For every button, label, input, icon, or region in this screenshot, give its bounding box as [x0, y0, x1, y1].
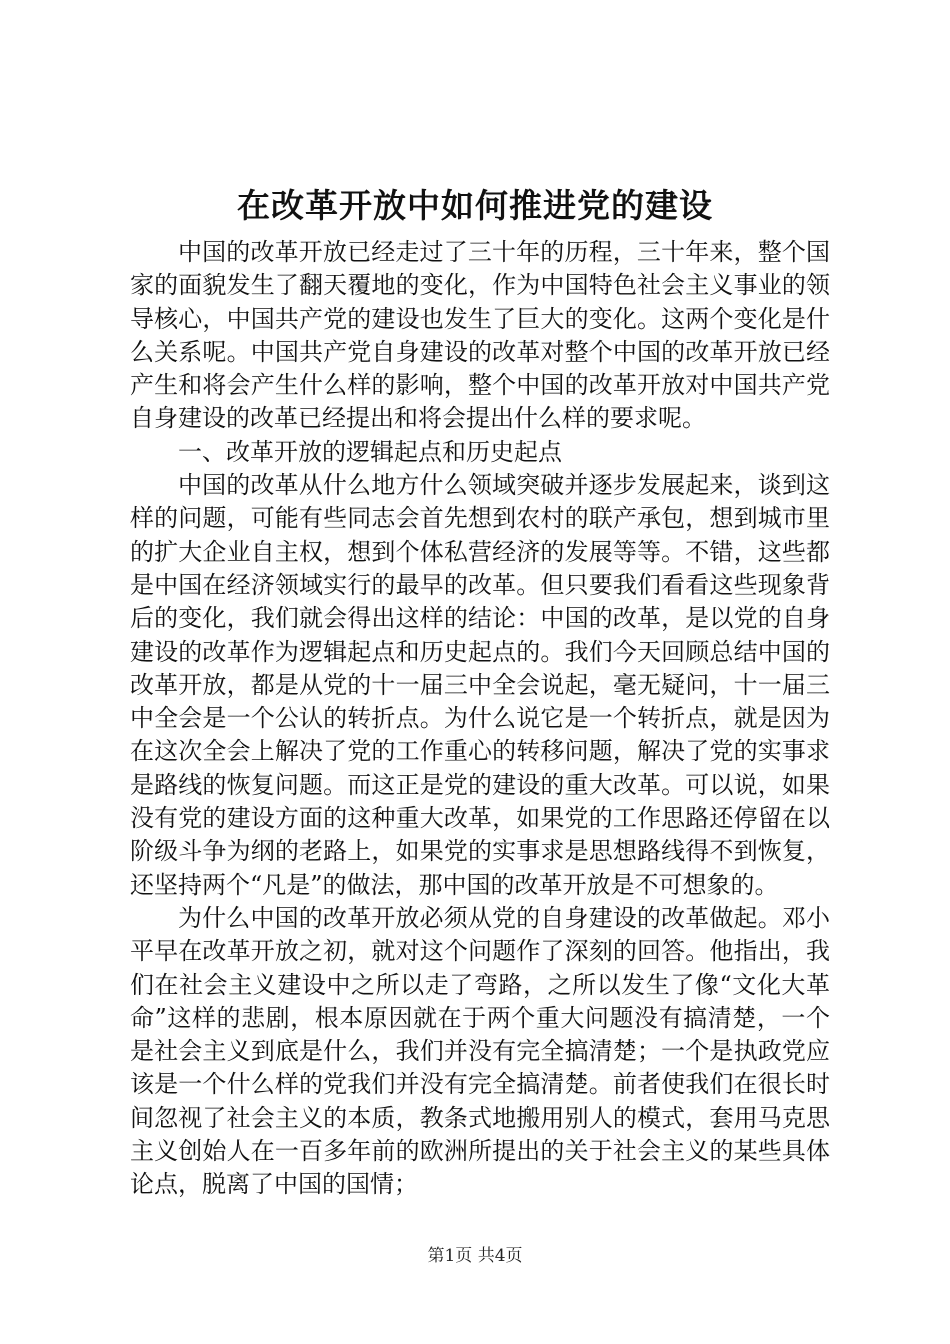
- paragraph-why-party-reform: 为什么中国的改革开放必须从党的自身建设的改革做起。邓小平早在改革开放之初，就对这个问题作了深刻的回答。他指出，我们在社会主义建设中之所以走了弯路，之所以发生了像“文化大革命”这样的悲剧，根本原因就在于两个重大问题没有搞清楚，一个是社会主义到底是什么，我们并没有完全搞清楚；一个是执政党应该是一个什么样的党我们并没有完全搞清楚。前者使我们在很长时间忽视了社会主义的本质，教条式地搬用别人的模式，套用马克思主义创始人在一百多年前的欧洲所提出的关于社会主义的某些具体论点，脱离了中国的国情；: [130, 903, 830, 1199]
- paragraph-logic-origin: 中国的改革从什么地方什么领域突破并逐步发展起来，谈到这样的问题，可能有些同志会首先想到农村的联产承包，想到城市里的扩大企业自主权，想到个体私营经济的发展等等。不错，这些都是中国在经济领域实行的最早的改革。但只要我们看看这些现象背后的变化，我们就会得出这样的结论：中国的改革，是以党的自身建设的改革作为逻辑起点和历史起点的。我们今天回顾总结中国的改革开放，都是从党的十一届三中全会说起，毫无疑问，十一届三中全会是一个公认的转折点。为什么说它是一个转折点，就是因为在这次全会上解决了党的工作重心的转移问题，解决了党的实事求是路线的恢复问题。而这正是党的建设的重大改革。可以说，如果没有党的建设方面的这种重大改革，如果党的工作思路还停留在以阶级斗争为纲的老路上，如果党的实事求是思想路线得不到恢复，还坚持两个“凡是”的做法，那中国的改革开放是不可想象的。: [130, 471, 830, 899]
- page-footer: 第1页 共4页: [427, 1246, 523, 1266]
- document-title: 在改革开放中如何推进党的建设: [237, 186, 713, 225]
- section-heading: 一、改革开放的逻辑起点和历史起点: [178, 437, 562, 466]
- document-body: [130, 236, 830, 1202]
- paragraph-intro: 中国的改革开放已经走过了三十年的历程，三十年来，整个国家的面貌发生了翻天覆地的变化，作为中国特色社会主义事业的领导核心，中国共产党的建设也发生了巨大的变化。这两个变化是什么关系呢。中国共产党自身建设的改革对整个中国的改革开放已经产生和将会产生什么样的影响，整个中国的改革开放对中国共产党自身建设的改革已经提出和将会提出什么样的要求呢。: [130, 238, 830, 433]
